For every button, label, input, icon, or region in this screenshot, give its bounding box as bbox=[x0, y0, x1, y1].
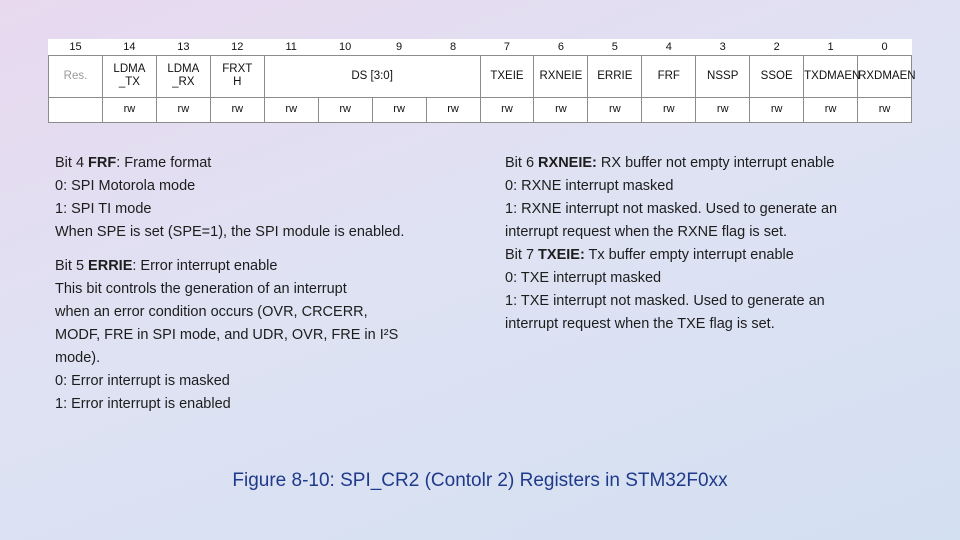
access-cell: rw bbox=[318, 97, 372, 122]
field-res: Res. bbox=[49, 56, 103, 97]
access-cell: rw bbox=[858, 97, 912, 122]
bit-number: 12 bbox=[231, 40, 244, 53]
access-cell: rw bbox=[696, 97, 750, 122]
field-txdmaen: TXDMAEN bbox=[804, 56, 858, 97]
bit-number: 3 bbox=[719, 40, 726, 53]
bit7-line: 1: TXE interrupt not masked. Used to generate an bbox=[505, 293, 825, 309]
field-ldma-rx: LDMA _RX bbox=[156, 56, 210, 97]
bit-number: 15 bbox=[69, 40, 82, 53]
access-cell: rw bbox=[804, 97, 858, 122]
bit-number: 0 bbox=[881, 40, 888, 53]
bit7-name: TXEIE: bbox=[538, 247, 585, 263]
bit-number: 1 bbox=[827, 40, 834, 53]
bit6-line: 1: RXNE interrupt not masked. Used to generate an bbox=[505, 201, 838, 217]
right-description-column bbox=[505, 152, 925, 336]
bit7-line: 0: TXE interrupt masked bbox=[505, 270, 662, 286]
bit4-line: When SPE is set (SPE=1), the SPI module is enabled. bbox=[55, 224, 405, 240]
field-frf: FRF bbox=[642, 56, 696, 97]
bit4-line: 1: SPI TI mode bbox=[55, 201, 152, 217]
access-cell: rw bbox=[372, 97, 426, 122]
bit5-title: Bit 5 ERRIE: Error interrupt enable bbox=[55, 258, 278, 274]
figure-caption: Figure 8-10: SPI_CR2 (Contolr 2) Registers in STM32F0xx bbox=[232, 470, 728, 491]
bit-number: 10 bbox=[339, 40, 352, 53]
access-row bbox=[49, 97, 912, 122]
access-cell: rw bbox=[102, 97, 156, 122]
bit4-title: Bit 4 FRF: Frame format bbox=[55, 155, 212, 171]
bit5-name: ERRIE bbox=[88, 258, 133, 274]
field-rxneie: RXNEIE bbox=[534, 56, 588, 97]
bit5-line: when an error condition occurs (OVR, CRCERR, bbox=[55, 304, 368, 320]
bit-number: 9 bbox=[396, 40, 403, 53]
bit-number-row bbox=[49, 39, 912, 56]
bit-number: 7 bbox=[503, 40, 511, 53]
bit4-name: FRF bbox=[88, 155, 117, 171]
bit6-title: Bit 6 RXNEIE: RX buffer not empty interrupt enable bbox=[505, 155, 835, 171]
bit5-line: 0: Error interrupt is masked bbox=[55, 373, 230, 389]
bit-number: 6 bbox=[557, 40, 564, 53]
field-rxdmaen: RXDMAEN bbox=[858, 56, 912, 97]
bit6-line: interrupt request when the RXNE flag is set. bbox=[505, 224, 788, 240]
bit5-line: MODF, FRE in SPI mode, and UDR, OVR, FRE in I²S bbox=[55, 327, 399, 343]
field-ldma-tx: LDMA _TX bbox=[102, 56, 156, 97]
register-bitmap bbox=[48, 39, 916, 123]
bit-number: 13 bbox=[177, 40, 190, 53]
bit-number: 11 bbox=[285, 40, 297, 53]
bit-number: 4 bbox=[665, 40, 672, 53]
bit4-line: 0: SPI Motorola mode bbox=[55, 178, 196, 194]
field-frxth: FRXT H bbox=[210, 56, 264, 97]
field-txeie: TXEIE bbox=[480, 56, 534, 97]
register-table bbox=[48, 39, 916, 123]
access-cell: rw bbox=[264, 97, 318, 122]
field-ssoe: SSOE bbox=[750, 56, 804, 97]
access-cell: rw bbox=[642, 97, 696, 122]
field-name-row bbox=[49, 56, 912, 97]
left-description-column bbox=[55, 152, 455, 416]
bit6-name: RXNEIE: bbox=[538, 155, 597, 171]
bit-number: 8 bbox=[449, 40, 457, 53]
bit-number: 2 bbox=[773, 40, 780, 53]
access-cell: rw bbox=[534, 97, 588, 122]
access-cell: rw bbox=[426, 97, 480, 122]
field-errie: ERRIE bbox=[588, 56, 642, 97]
bit5-line: This bit controls the generation of an interrupt bbox=[55, 281, 347, 297]
field-ds: DS [3:0] bbox=[264, 56, 480, 97]
access-cell: rw bbox=[480, 97, 534, 122]
bit-number: 5 bbox=[611, 40, 618, 53]
bit-number: 14 bbox=[123, 40, 136, 53]
access-cell: rw bbox=[156, 97, 210, 122]
access-cell: rw bbox=[210, 97, 264, 122]
field-nssp: NSSP bbox=[696, 56, 750, 97]
bit7-title: Bit 7 TXEIE: Tx buffer empty interrupt enable bbox=[505, 247, 794, 263]
access-cell: rw bbox=[588, 97, 642, 122]
access-cell: rw bbox=[750, 97, 804, 122]
bit5-line: mode). bbox=[55, 350, 101, 366]
bit5-line: 1: Error interrupt is enabled bbox=[55, 396, 231, 412]
bit6-line: 0: RXNE interrupt masked bbox=[505, 178, 674, 194]
access-cell-empty bbox=[49, 97, 103, 122]
bit7-line: interrupt request when the TXE flag is set. bbox=[505, 316, 775, 332]
